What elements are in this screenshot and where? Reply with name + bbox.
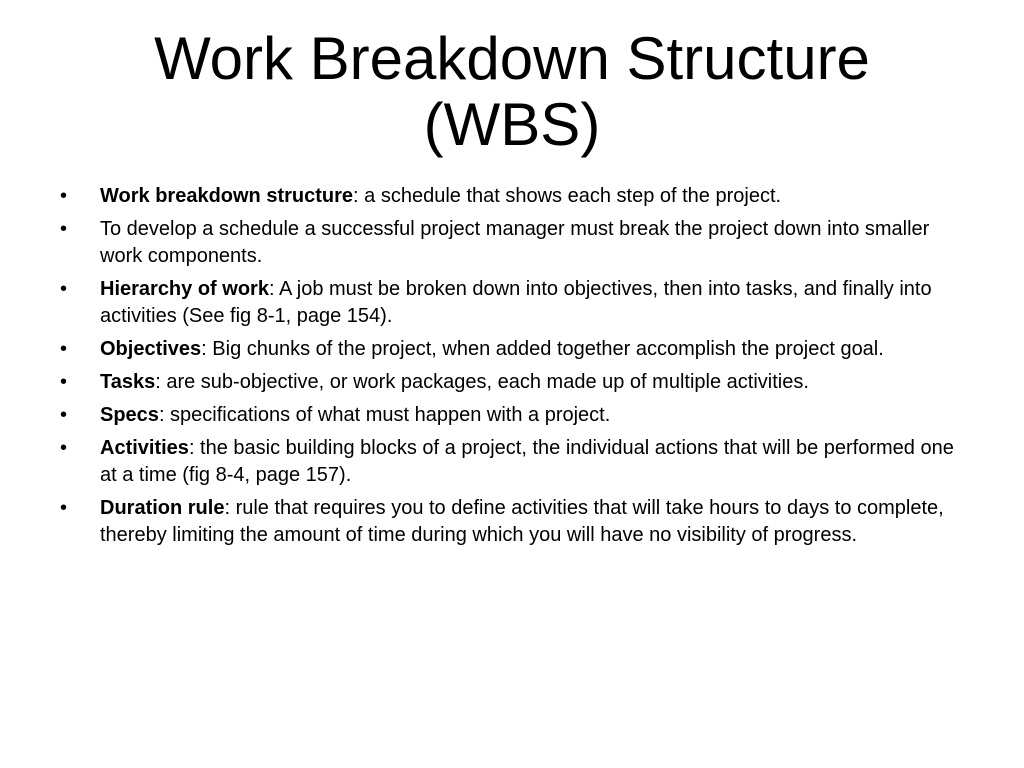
bullet-marker: • bbox=[60, 497, 68, 519]
slide-title bbox=[0, 26, 1024, 158]
bullet-item-hierarchy-of-work bbox=[58, 276, 968, 330]
slide-title-line-1: Work Breakdown Structure bbox=[154, 25, 870, 92]
bullet-marker: • bbox=[60, 437, 68, 459]
bullet-text: : Big chunks of the project, when added together accomplish the project goal. bbox=[201, 338, 884, 360]
bullet-text: : rule that requires you to define activities that will take hours to days to complete, thereby limiting the amount of time during which you will have no visibility of progress. bbox=[100, 497, 944, 546]
bullet-item-develop-schedule bbox=[58, 216, 968, 270]
bullet-marker: • bbox=[60, 404, 68, 426]
bullet-term: Tasks bbox=[100, 371, 156, 393]
bullet-item-specs bbox=[58, 402, 968, 429]
bullet-text: : A job must be broken down into objectives, then into tasks, and finally into activities (See fig 8-1, page 154). bbox=[100, 278, 932, 327]
bullet-item-duration-rule bbox=[58, 495, 968, 549]
bullet-text: : specifications of what must happen with a project. bbox=[158, 404, 611, 426]
bullet-term: Work breakdown structure bbox=[100, 185, 354, 207]
bullet-item-work-breakdown-structure bbox=[58, 183, 968, 210]
bullet-marker: • bbox=[60, 278, 68, 300]
slide-title-line-2: (WBS) bbox=[423, 91, 601, 158]
bullet-text: To develop a schedule a successful project manager must break the project down into smaller work components. bbox=[100, 218, 930, 267]
bullet-text: : a schedule that shows each step of the project. bbox=[353, 185, 782, 207]
bullet-item-tasks bbox=[58, 369, 968, 396]
bullet-term: Objectives bbox=[100, 338, 202, 360]
bullet-item-objectives bbox=[58, 336, 968, 363]
bullet-marker: • bbox=[60, 218, 68, 240]
bullet-text: : the basic building blocks of a project, the individual actions that will be performed one at a time (fig 8-4, page 157). bbox=[100, 437, 954, 486]
bullet-marker: • bbox=[60, 338, 68, 360]
bullet-term: Specs bbox=[100, 404, 159, 426]
bullet-term: Duration rule bbox=[100, 497, 225, 519]
bullet-term: Activities bbox=[100, 437, 189, 459]
bullet-marker: • bbox=[60, 371, 68, 393]
bullet-term: Hierarchy of work bbox=[100, 278, 269, 300]
bullet-item-activities bbox=[58, 435, 968, 489]
bullet-marker: • bbox=[60, 185, 68, 207]
bullet-list bbox=[58, 183, 968, 555]
bullet-text: : are sub-objective, or work packages, each made up of multiple activities. bbox=[155, 371, 809, 393]
